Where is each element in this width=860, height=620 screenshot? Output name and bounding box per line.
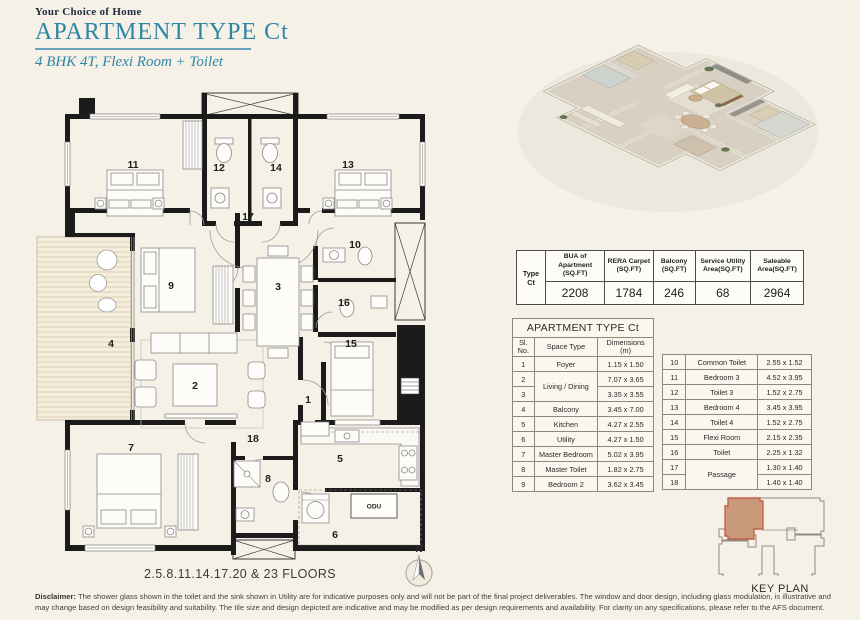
space-type: Passage <box>686 460 758 490</box>
space-type: Bedroom 3 <box>686 370 758 385</box>
dims-col-header: Sl. No. <box>513 338 535 357</box>
dimensions-table-right <box>662 354 812 490</box>
space-type: Toilet 4 <box>686 415 758 430</box>
space-type: Master Toilet <box>534 462 598 477</box>
dimension: 1.30 x 1.40 <box>758 460 812 475</box>
dimension: 2.15 x 2.35 <box>758 430 812 445</box>
sl-no: 14 <box>663 415 686 430</box>
area-type-label: Type Ct <box>517 251 546 305</box>
table-row <box>663 430 812 445</box>
sl-no: 4 <box>513 402 535 417</box>
space-type: Foyer <box>534 357 598 372</box>
table-row <box>663 370 812 385</box>
wardrobe-icon <box>213 266 233 324</box>
vent-hatch <box>401 378 419 394</box>
north-compass <box>398 540 442 596</box>
table-row <box>513 432 654 447</box>
sofa-set-icon <box>135 333 265 428</box>
balcony-deck <box>37 237 131 420</box>
room-number: 3 <box>275 281 281 293</box>
space-type: Utility <box>534 432 598 447</box>
key-plan <box>706 492 854 595</box>
space-type: Toilet 3 <box>686 385 758 400</box>
room-number: 12 <box>213 162 225 174</box>
title-underline <box>35 48 251 50</box>
brand-line: Your Choice of Home <box>35 6 142 18</box>
room-number: 13 <box>342 159 354 171</box>
dimension: 1.40 x 1.40 <box>758 475 812 490</box>
table-row <box>513 417 654 432</box>
dimension: 7.07 x 3.65 <box>598 372 654 387</box>
key-plan-highlight <box>725 498 763 539</box>
odu-label: ODU <box>366 503 382 511</box>
table-row <box>513 372 654 387</box>
table-row <box>513 357 654 372</box>
area-value: 2964 <box>751 282 804 305</box>
dimension: 3.62 x 3.45 <box>598 477 654 492</box>
page-title: APARTMENT TYPE Ct <box>35 19 289 45</box>
apartment-3d-render <box>500 2 835 240</box>
space-type: Balcony <box>534 402 598 417</box>
floor-plan <box>35 90 430 560</box>
space-type: Kitchen <box>534 417 598 432</box>
room-number: 17 <box>242 211 254 223</box>
disclaimer <box>35 592 831 613</box>
area-col-header: Balcony (SQ.FT) <box>653 251 695 282</box>
bed-icon <box>323 170 392 216</box>
table-row <box>513 462 654 477</box>
space-type: Bedroom 4 <box>686 400 758 415</box>
disclaimer-label: Disclaimer: <box>35 592 76 601</box>
table-row <box>663 400 812 415</box>
dimension: 1.15 x 1.50 <box>598 357 654 372</box>
table-row <box>513 477 654 492</box>
table-row <box>513 402 654 417</box>
area-col-header: BUA of Apartment (SQ.FT) <box>546 251 605 282</box>
dimensions-section <box>512 318 812 492</box>
table-row <box>663 385 812 400</box>
sl-no: 2 <box>513 372 535 387</box>
space-type: Toilet <box>686 445 758 460</box>
bed-icon <box>95 170 164 216</box>
dimension: 4.27 x 2.55 <box>598 417 654 432</box>
sl-no: 15 <box>663 430 686 445</box>
dimension: 4.52 x 3.95 <box>758 370 812 385</box>
page-subtitle: 4 BHK 4T, Flexi Room + Toilet <box>35 54 224 70</box>
room-number: 10 <box>349 239 361 251</box>
sl-no: 3 <box>513 387 535 402</box>
sl-no: 8 <box>513 462 535 477</box>
room-number: 16 <box>338 297 350 309</box>
north-label: N <box>415 544 423 555</box>
space-type: Living / Dining <box>534 372 598 402</box>
area-table-value-row <box>517 282 804 305</box>
room-number: 5 <box>337 453 343 465</box>
room-number: 8 <box>265 473 271 485</box>
area-table <box>516 250 804 305</box>
key-plan-diagram <box>706 492 854 576</box>
dimension: 3.45 x 7.00 <box>598 402 654 417</box>
room-number: 11 <box>127 159 139 171</box>
area-value: 2208 <box>546 282 605 305</box>
dimension: 5.02 x 3.95 <box>598 447 654 462</box>
table-row <box>663 355 812 370</box>
sl-no: 5 <box>513 417 535 432</box>
sl-no: 18 <box>663 475 686 490</box>
sl-no: 9 <box>513 477 535 492</box>
table-row <box>663 445 812 460</box>
header <box>35 6 289 71</box>
dimension: 1.52 x 2.75 <box>758 415 812 430</box>
dimension: 2.55 x 1.52 <box>758 355 812 370</box>
dimension: 2.25 x 1.32 <box>758 445 812 460</box>
key-plan-label: KEY PLAN <box>751 583 809 595</box>
dimension: 1.52 x 2.75 <box>758 385 812 400</box>
dimension: 3.45 x 3.95 <box>758 400 812 415</box>
sl-no: 12 <box>663 385 686 400</box>
dims-title: APARTMENT TYPE Ct <box>513 319 654 338</box>
sl-no: 17 <box>663 460 686 475</box>
sl-no: 1 <box>513 357 535 372</box>
dims-col-header: Space Type <box>534 338 598 357</box>
sl-no: 16 <box>663 445 686 460</box>
room-number: 1 <box>305 394 311 406</box>
area-value: 68 <box>695 282 751 305</box>
room-number: 15 <box>345 338 357 350</box>
toilet-icon <box>234 461 289 521</box>
table-row <box>663 415 812 430</box>
wardrobe-icon <box>178 454 198 530</box>
dimension: 1.82 x 2.75 <box>598 462 654 477</box>
room-number: 2 <box>192 380 198 392</box>
sl-no: 7 <box>513 447 535 462</box>
space-type: Master Bedroom <box>534 447 598 462</box>
sl-no: 10 <box>663 355 686 370</box>
dimension: 4.27 x 1.50 <box>598 432 654 447</box>
sl-no: 6 <box>513 432 535 447</box>
area-value: 1784 <box>605 282 654 305</box>
space-type: Common Toilet <box>686 355 758 370</box>
room-number: 7 <box>128 442 134 454</box>
table-row <box>663 460 812 475</box>
room-number: 4 <box>108 338 114 350</box>
sl-no: 13 <box>663 400 686 415</box>
kitchen-counter-icon <box>301 422 419 486</box>
bed-icon <box>83 454 176 537</box>
disclaimer-text: The shower glass shown in the toilet and the sink shown in Utility are for indicative purposes only and will not be part of the final project deliverables. The window and door design, including glass modulation, is illustrative and may change based on design feasibility and suitability. The tile size and design depicted are indicative and may be modified as per design requirements and availability. For clarity on any specifications, please refer to the AFS document. <box>35 592 831 612</box>
room-number: 18 <box>247 433 259 445</box>
dimensions-table-left <box>512 318 654 492</box>
wardrobe-icon <box>183 121 202 169</box>
space-type: Flexi Room <box>686 430 758 445</box>
bed-icon <box>331 342 373 416</box>
area-table-header-row <box>517 251 804 282</box>
dimension: 3.35 x 3.55 <box>598 387 654 402</box>
area-col-header: RERA Carpet (SQ.FT) <box>605 251 654 282</box>
room-number: 14 <box>270 162 282 174</box>
space-type: Bedroom 2 <box>534 477 598 492</box>
area-col-header: Saleable Area(SQ.FT) <box>751 251 804 282</box>
room-number: 6 <box>332 529 338 541</box>
floors-note: 2.5.8.11.14.17.20 & 23 FLOORS <box>143 567 337 581</box>
room-number: 9 <box>168 280 174 292</box>
table-row <box>513 447 654 462</box>
toilet-icon <box>323 247 372 265</box>
area-value: 246 <box>653 282 695 305</box>
area-col-header: Service Utility Area(SQ.FT) <box>695 251 751 282</box>
sl-no: 11 <box>663 370 686 385</box>
dims-col-header: Dimensions (m) <box>598 338 654 357</box>
